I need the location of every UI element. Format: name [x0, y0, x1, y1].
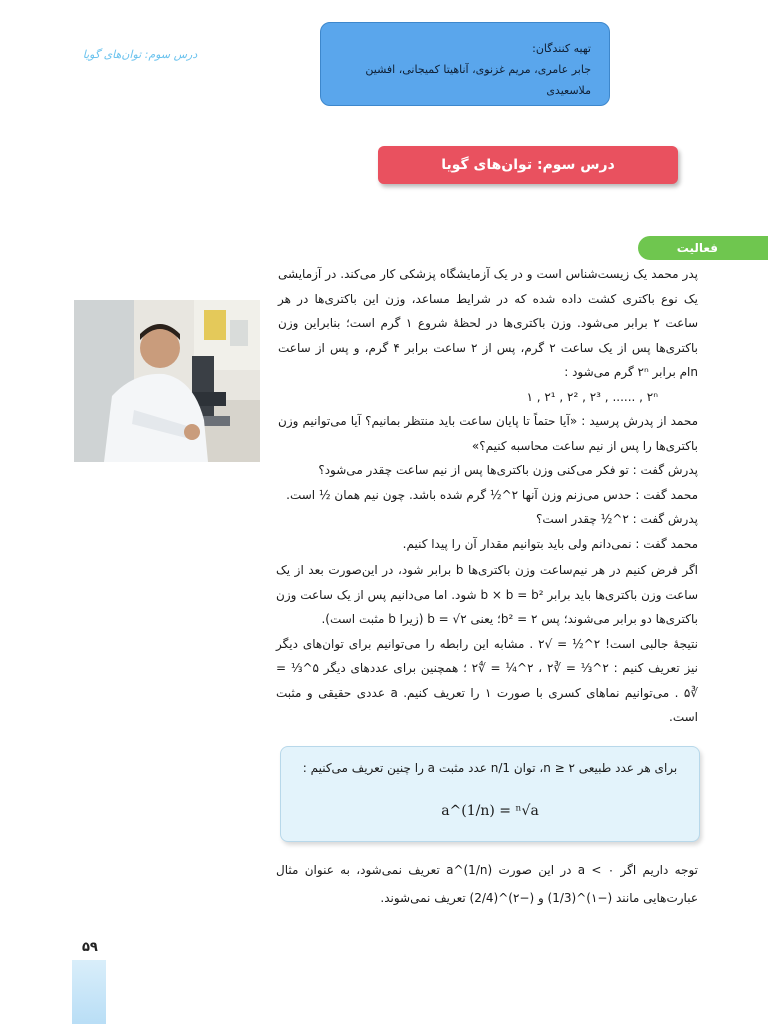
dialogue-line: محمد گفت : نمی‌دانم ولی باید بتوانیم مقدار آن را پیدا کنیم.: [402, 536, 698, 551]
powers-sequence: ۱ , ۲¹ , ۲² , ۲³ , ...... , ۲ⁿ: [526, 389, 658, 404]
intro-paragraph: پدر محمد یک زیست‌شناس است و در یک آزمایشگاه پزشکی کار می‌کند. در آزمایشی یک نوع باکتری کشت داده شده که در شرایط مساعد، وزن این باکتری‌ها در هر ساعت ۲ برابر می‌شود. وزن باکتری‌ها در لحظهٔ شروع ۱ گرم است؛ بنابراین وزن باکتری‌ها پس از یک ساعت ۲ گرم، پس از ۲ ساعت برابر ۴ گرم، و پس از ساعت nام برابر ۲ⁿ گرم می‌شود :: [278, 267, 699, 379]
page-number: ۵۹: [82, 940, 98, 955]
margin-bar: [72, 960, 106, 1024]
dialogue-line: پدرش گفت : ۲^½ چقدر است؟: [535, 512, 698, 526]
authors-names: جابر عامری، مریم غزنوی، آناهیتا کمیجانی، افشین ملاسعیدی: [365, 62, 591, 97]
authors-label: تهیه کنندگان:: [532, 42, 591, 55]
lab-photo: [74, 300, 260, 462]
lesson-title: درس سوم: توان‌های گویا: [378, 146, 678, 184]
running-head: درس سوم: توان‌های گویا: [82, 48, 198, 61]
activity-tag: فعالیت: [638, 236, 768, 260]
dialogue-line: محمد گفت : حدس می‌زنم وزن آنها ۲^½ گرم شده باشد. چون نیم همان ½ است.: [286, 487, 698, 502]
reasoning-section: [276, 558, 698, 730]
reasoning-paragraph: نتیجهٔ جالبی است! ۲^½ = √۲ . مشابه این رابطه را می‌توانیم برای توان‌های دیگر نیز تعریف کنیم : ۲^⅓ = ∛۲ ، ۲^¼ = ∜۲ ؛ همچنین برای عددهای دیگر ۵^⅓ = ∛۵ . می‌توانیم نماهای کسری با صورت ۱ را تعریف کنیم. a عددی حقیقی و مثبت است.: [276, 636, 699, 724]
reasoning-paragraph: اگر فرض کنیم در هر نیم‌ساعت وزن باکتری‌ها b برابر شود، در این‌صورت بعد از یک ساعت وزن باکتری‌ها باید برابر b × b = b² شود. اما می‌دانیم پس از یک ساعت وزن باکتری‌ها دو برابر می‌شوند؛ پس b² = ۲؛ یعنی b = √۲ (زیرا b مثبت است).: [276, 563, 698, 626]
definition-formula: a^(1/n) = ⁿ√a: [441, 803, 539, 819]
note-paragraph: توجه داریم اگر a < ۰ در این صورت a^(1/n) تعریف نمی‌شود، به عنوان مثال عبارت‌هایی مانند (−۱)^(1/3) و (−۲)^(2/4) تعریف نمی‌شوند.: [276, 863, 698, 905]
intro-section: [278, 262, 698, 556]
definition-text: برای هر عدد طبیعی n ≥ ۲، توان 1/n عدد مثبت a را چنین تعریف می‌کنیم :: [302, 761, 678, 775]
authors-box: [320, 22, 610, 106]
dialogue-line: پدرش گفت : تو فکر می‌کنی وزن باکتری‌ها پس از نیم ساعت چقدر می‌شود؟: [318, 463, 698, 477]
definition-box: [280, 746, 700, 842]
dialogue-line: محمد از پدرش پرسید : «آیا حتماً تا پایان ساعت باید منتظر بمانیم؟ آیا می‌توانیم وزن باکتری‌ها را پس از نیم ساعت محاسبه کنیم؟»: [278, 414, 698, 453]
